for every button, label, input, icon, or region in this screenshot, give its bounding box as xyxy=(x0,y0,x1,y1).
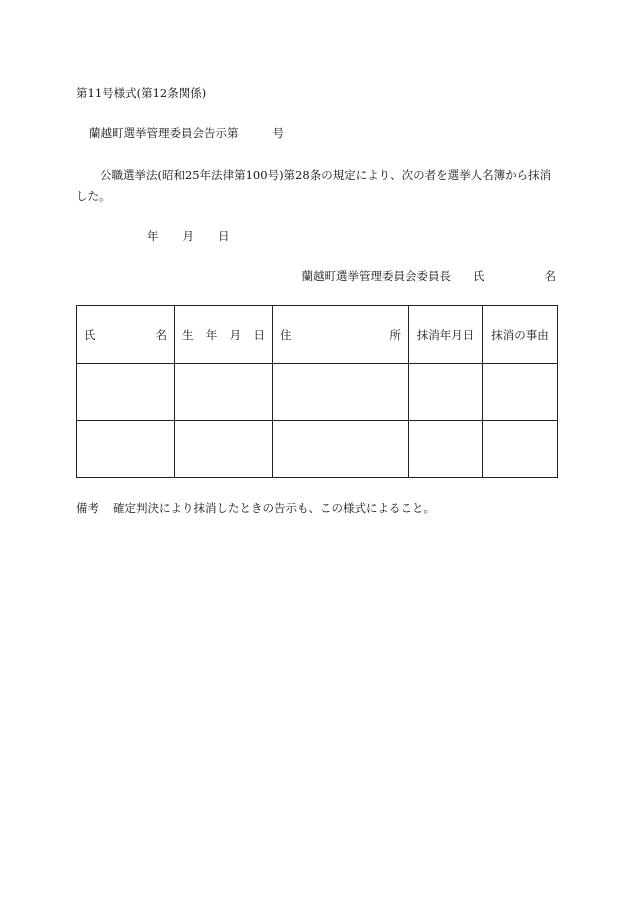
name-header xyxy=(77,306,175,364)
address-header-char-1: 住 xyxy=(280,327,292,342)
birthdate-cell[interactable] xyxy=(175,364,273,421)
notice-heading-suffix: 号 xyxy=(272,126,284,140)
birthdate-header-char-2: 年 xyxy=(205,327,218,342)
birthdate-header-char-3: 月 xyxy=(229,327,242,342)
date-day: 日 xyxy=(218,229,230,243)
date-line xyxy=(147,228,230,244)
deletion-date-header xyxy=(409,306,483,364)
deletion-date-cell[interactable] xyxy=(409,364,483,421)
remarks-text: 確定判決により抹消したときの告示も、この様式によること。 xyxy=(113,501,435,515)
table-row xyxy=(77,421,558,478)
deletion-date-cell[interactable] xyxy=(409,421,483,478)
address-header-char-2: 所 xyxy=(389,327,401,342)
deletion-reason-cell[interactable] xyxy=(483,421,558,478)
deletion-date-header-label: 抹消年月日 xyxy=(416,327,475,342)
birthdate-header-char-4: 日 xyxy=(253,327,265,342)
signer-name-2: 名 xyxy=(544,269,556,283)
deletion-reason-cell[interactable] xyxy=(483,364,558,421)
date-month: 月 xyxy=(182,229,194,243)
name-header-char-1: 氏 xyxy=(84,327,96,342)
address-cell[interactable] xyxy=(273,421,409,478)
date-year: 年 xyxy=(147,229,159,243)
signer-name-1: 氏 xyxy=(473,269,485,283)
notice-heading-prefix: 蘭越町選挙管理委員会告示第 xyxy=(89,126,239,140)
notice-heading xyxy=(89,125,284,141)
form-number: 第11号様式(第12条関係) xyxy=(76,86,207,100)
table-header-row xyxy=(77,306,558,364)
signer-title: 蘭越町選挙管理委員会委員長 xyxy=(301,269,451,283)
address-cell[interactable] xyxy=(273,364,409,421)
name-header-char-2: 名 xyxy=(155,327,167,342)
name-cell[interactable] xyxy=(77,421,175,478)
deletion-reason-header xyxy=(483,306,558,364)
body-text-line-1: 公職選挙法(昭和25年法律第100号)第28条の規定により、次の者を選挙人名簿から抹消 xyxy=(100,168,552,182)
signer-line xyxy=(302,268,557,284)
deletion-register-table xyxy=(76,305,558,478)
address-header xyxy=(273,306,409,364)
body-text-line-2: した。 xyxy=(76,189,111,203)
remarks-label: 備考 xyxy=(76,501,99,515)
remarks xyxy=(76,500,435,516)
deletion-reason-header-label: 抹消の事由 xyxy=(491,327,549,342)
name-cell[interactable] xyxy=(77,364,175,421)
table-row xyxy=(77,364,558,421)
birthdate-cell[interactable] xyxy=(175,421,273,478)
birthdate-header xyxy=(175,306,273,364)
birthdate-header-char-1: 生 xyxy=(182,327,194,342)
